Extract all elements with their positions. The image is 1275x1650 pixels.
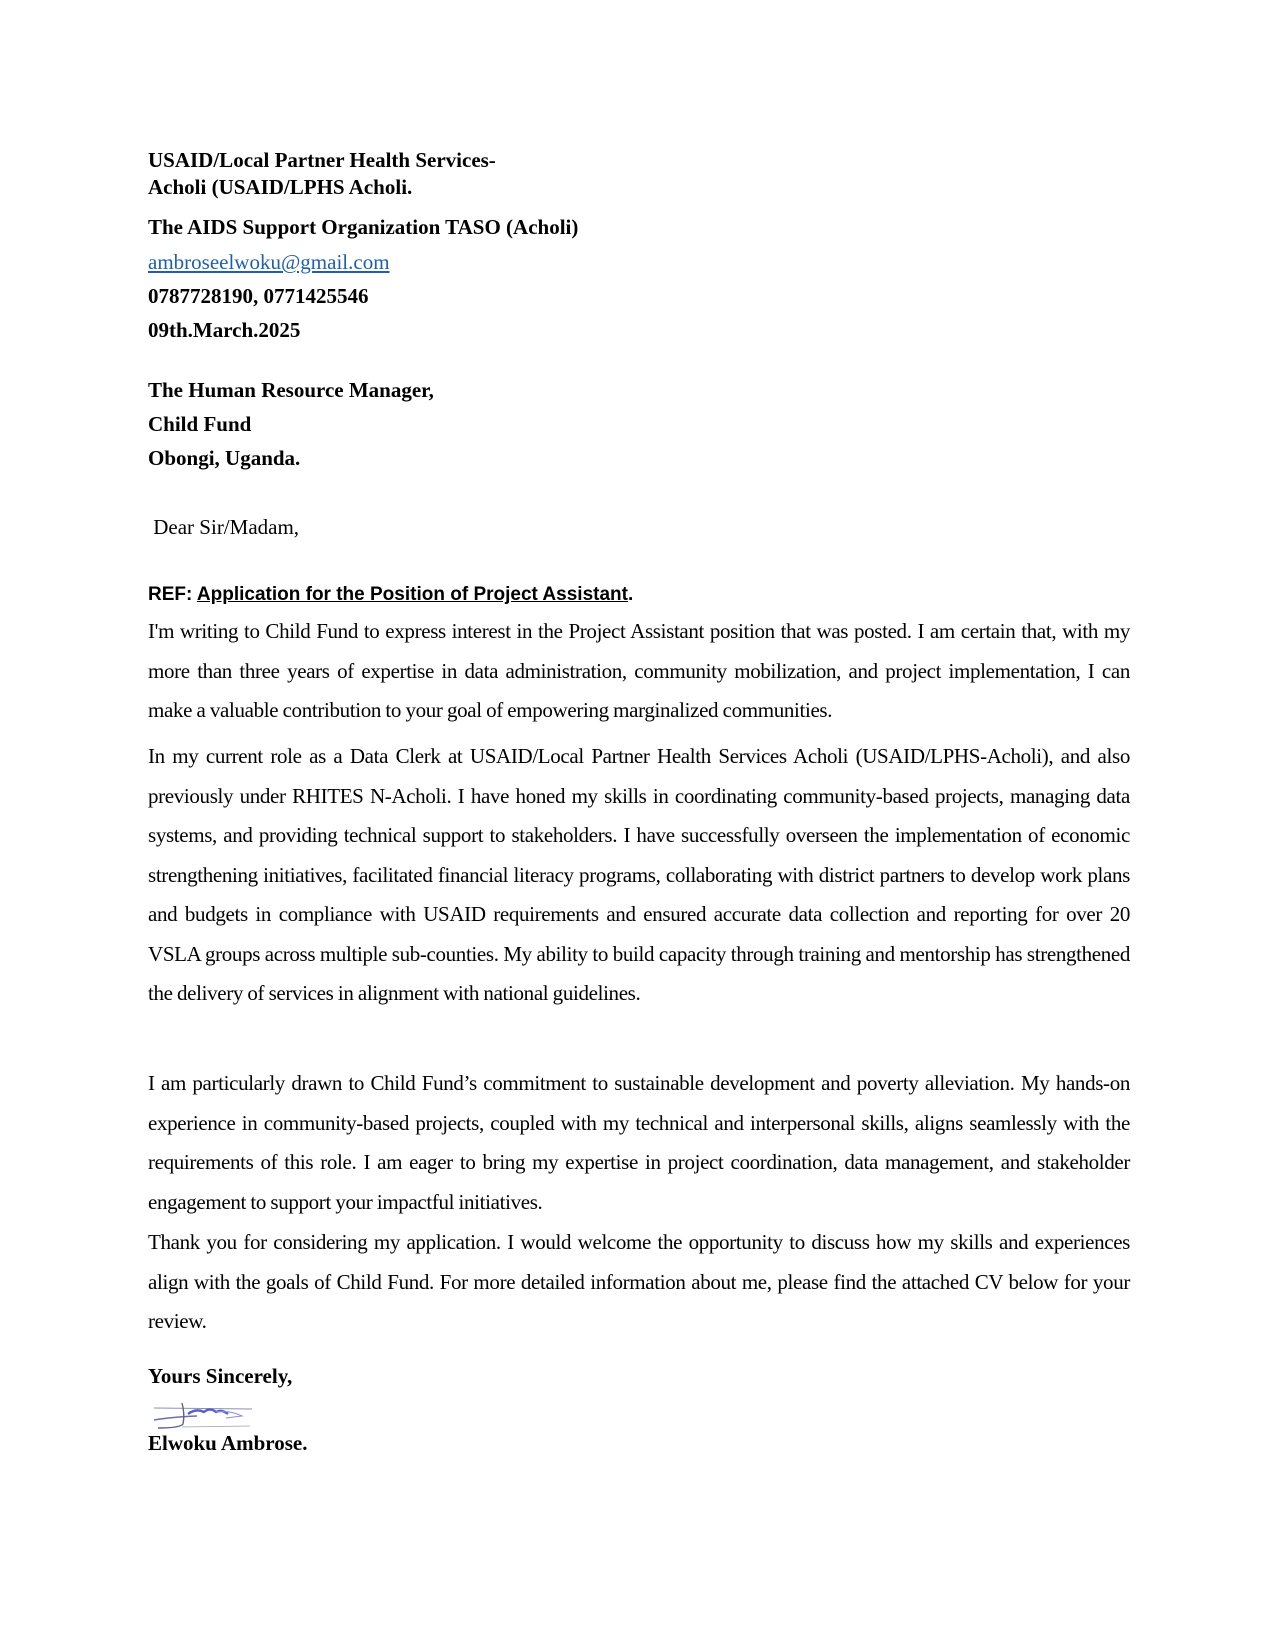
recipient-organization: Child Fund (148, 412, 252, 436)
recipient-title: The Human Resource Manager, (148, 378, 434, 402)
sender-org-line1: USAID/Local Partner Health Services- (148, 148, 496, 172)
sender-org-line2: Acholi (USAID/LPHS Acholi. (148, 175, 413, 199)
reference-prefix: REF: (148, 584, 197, 605)
reference-line (148, 582, 633, 608)
body-paragraph-1: I'm writing to Child Fund to express interest in the Project Assistant position that was posted. I am certain that, with my more than three years of expertise in data administration, community mobilization, and project implementation, I can make a valuable contribution to your goal of empowering marginalized communities. (148, 619, 1130, 722)
sender-org2: The AIDS Support Organization TASO (Acholi) (148, 215, 579, 239)
letter-date: 09th.March.2025 (148, 318, 301, 342)
signature-icon (152, 1400, 260, 1432)
valediction: Yours Sincerely, (148, 1364, 293, 1388)
sender-phones: 0787728190, 0771425546 (148, 284, 369, 308)
sender-email-link[interactable]: ambroseelwoku@gmail.com (148, 250, 390, 274)
reference-suffix: . (627, 584, 634, 605)
body-paragraph-4: Thank you for considering my application. I would welcome the opportunity to discuss how my skills and experiences align with the goals of Child Fund. For more detailed information about me, please find the attached CV below for your review. (148, 1230, 1130, 1333)
reference-subject: Application for the Position of Project Assistant (196, 584, 628, 605)
body-paragraph-2: In my current role as a Data Clerk at USAID/Local Partner Health Services Acholi (USAID/LPHS-Acholi), and also previously under RHITES N-Acholi. I have honed my skills in coordinating community-based projects, managing data systems, and providing technical support to stakeholders. I have successfully overseen the implementation of economic strengthening initiatives, facilitated financial literacy programs, collaborating with district partners to develop work plans and budgets in compliance with USAID requirements and ensured accurate data collection and reporting for over 20 VSLA groups across multiple sub-counties. My ability to build capacity through training and mentorship has strengthened the delivery of services in alignment with national guidelines. (148, 744, 1130, 1005)
recipient-location: Obongi, Uganda. (148, 446, 301, 470)
signatory-name: Elwoku Ambrose. (148, 1431, 308, 1455)
salutation: Dear Sir/Madam, (148, 515, 300, 539)
body-paragraph-3: I am particularly drawn to Child Fund’s commitment to sustainable development and poverty alleviation. My hands-on experience in community-based projects, coupled with my technical and interpersonal skills, aligns seamlessly with the requirements of this role. I am eager to bring my expertise in project coordination, data management, and stakeholder engagement to support your impactful initiatives. (148, 1071, 1130, 1214)
